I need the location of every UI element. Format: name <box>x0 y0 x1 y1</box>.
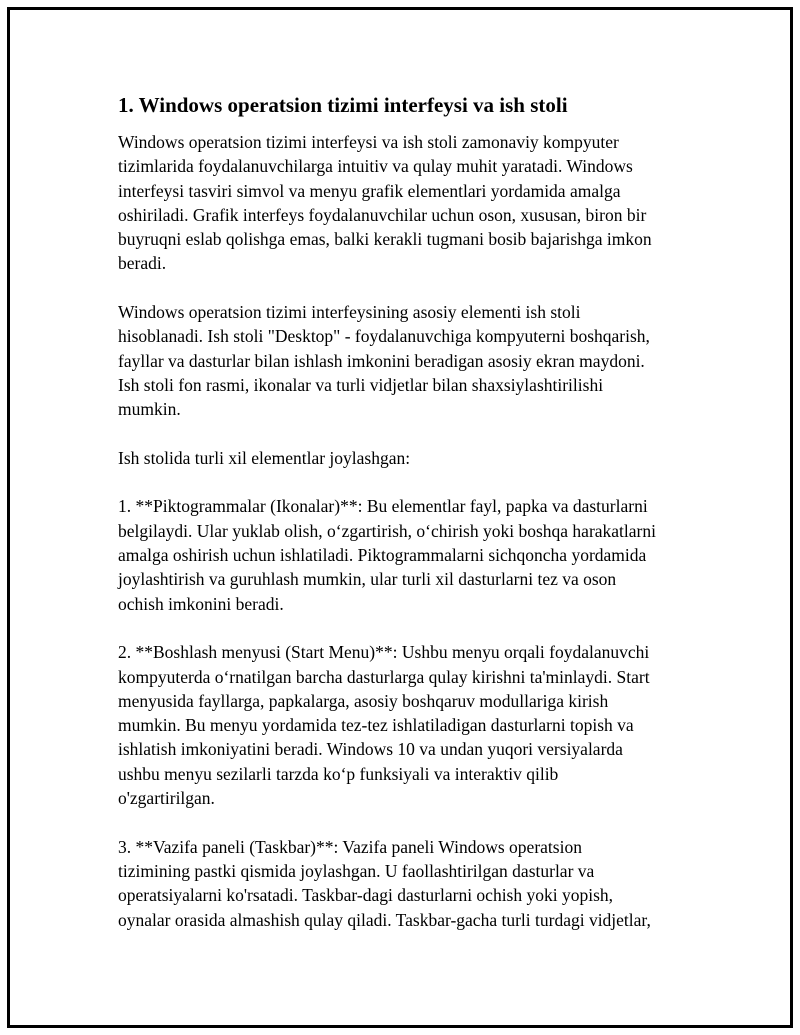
text-line: tizimlarida foydalanuvchilarga intuitiv va qulay muhit yaratadi. Windows <box>118 156 633 177</box>
text-line: joylashtirish va guruhlash mumkin, ular turli xil dasturlarni tez va oson <box>118 569 617 590</box>
text-line: Windows operatsion tizimi interfeysining asosiy elementi ish stoli <box>118 302 581 323</box>
document-heading: 1. Windows operatsion tizimi interfeysi va ish stoli <box>118 93 568 117</box>
text-line: belgilaydi. Ular yuklab olish, o‘zgartirish, o‘chirish yoki boshqa harakatlarni <box>118 520 656 541</box>
paragraph <box>118 640 693 810</box>
text-line: Windows operatsion tizimi interfeysi va ish stoli zamonaviy kompyuter <box>118 132 619 152</box>
paragraph <box>118 300 693 421</box>
text-line: kompyuterda o‘rnatilgan barcha dasturlarga qulay kirishni ta'minlaydi. Start <box>118 666 650 687</box>
text-line: amalga oshirish uchun ishlatiladi. Piktogrammalarni sichqoncha yordamida <box>118 545 647 566</box>
text-line: oshiriladi. Grafik interfeys foydalanuvchilar uchun oson, xususan, biron bir <box>118 204 647 225</box>
paragraph-list <box>118 130 693 932</box>
paragraph <box>118 130 693 276</box>
text-line: Ish stolida turli xil elementlar joylashgan: <box>118 447 411 468</box>
text-line: 3. **Vazifa paneli (Taskbar)**: Vazifa paneli Windows operatsion <box>118 836 582 857</box>
text-line: ochish imkonini beradi. <box>118 593 284 614</box>
text-line: ushbu menyu sezilarli tarzda ko‘p funksiyali va interaktiv qilib <box>118 763 559 784</box>
text-line: o'zgartirilgan. <box>118 788 215 809</box>
text-line: menyusida fayllarga, papkalarga, asosiy boshqaruv modullariga kirish <box>118 690 609 711</box>
text-line: mumkin. Bu menyu yordamida tez-tez ishlatiladigan dasturlarni topish va <box>118 715 634 736</box>
text-line: Ish stoli fon rasmi, ikonalar va turli vidjetlar bilan shaxsiylashtirilishi <box>118 374 604 395</box>
text-line: 1. **Piktogrammalar (Ikonalar)**: Bu elementlar fayl, papka va dasturlarni <box>118 496 648 517</box>
text-line: tizimining pastki qismida joylashgan. U faollashtirilgan dasturlar va <box>118 860 595 881</box>
text-line: buyruqni eslab qolishga emas, balki kerakli tugmani bosib bajarishga imkon <box>118 229 652 250</box>
text-line: fayllar va dasturlar bilan ishlash imkonini beradigan asosiy ekran maydoni. <box>118 350 645 371</box>
paragraph <box>118 446 693 470</box>
text-line: interfeysi tasviri simvol va menyu grafik elementlari yordamida amalga <box>118 180 621 201</box>
document-body <box>118 91 693 956</box>
text-line: mumkin. <box>118 399 181 420</box>
text-line: hisoblanadi. Ish stoli "Desktop" - foydalanuvchiga kompyuterni boshqarish, <box>118 326 650 347</box>
text-line: ishlatish imkoniyatini beradi. Windows 10 va undan yuqori versiyalarda <box>118 739 623 760</box>
paragraph <box>118 835 693 932</box>
paragraph <box>118 494 693 615</box>
text-line: beradi. <box>118 253 167 274</box>
text-line: oynalar orasida almashish qulay qiladi. Taskbar-gacha turli turdagi vidjetlar, <box>118 909 651 930</box>
text-line: operatsiyalarni ko'rsatadi. Taskbar-dagi dasturlarni ochish yoki yopish, <box>118 885 614 906</box>
text-line: 2. **Boshlash menyusi (Start Menu)**: Ushbu menyu orqali foydalanuvchi <box>118 642 650 663</box>
